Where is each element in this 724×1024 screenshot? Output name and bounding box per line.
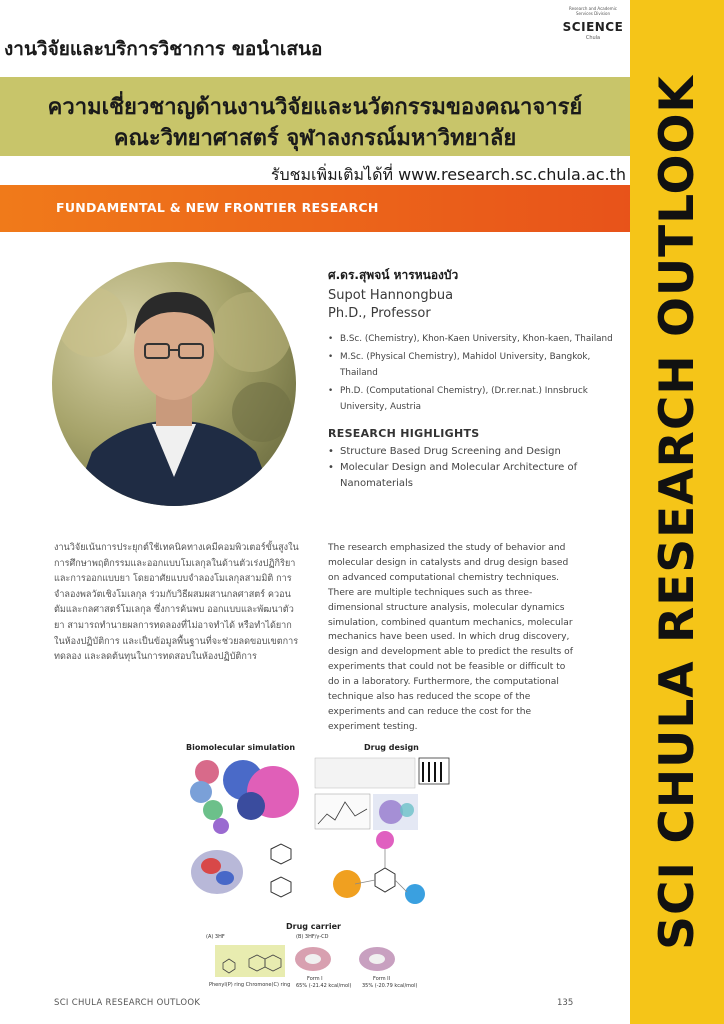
form2-value: 35% (-20.79 kcal/mol)	[362, 983, 418, 989]
website-line: รับชมเพิ่มเติมได้ที่ www.research.sc.chula.ac.th	[270, 165, 626, 184]
carrier-label-a: (A) 3HF	[206, 934, 225, 940]
section-band	[0, 185, 630, 232]
name-thai: ศ.ดร.สุพจน์ หารหนองบัว	[328, 268, 459, 282]
body-thai: งานวิจัยเน้นการประยุกต์ใช้เทคนิคทางเคมีคอมพิวเตอร์ขั้นสูงในการศึกษาพฤติกรรมและออกแบบโมเลกุลในด้านตัวเร่งปฏิกิริยาและการออกแบบยา โดยอาศัยแบบจำลองโมเลกุลสามมิติ การจำลองพลวัตเชิงโมเลกุล ร่วมกับวิธีผสมผสานกลศาสตร์ ควอนตัมและกลศาสตร์โมเลกุล ซึ่งการค้นพบ ออกแบบและพัฒนาตัวยา สามารถทำนายผลการทดลองที่ไม่อาจทำได้ หรือทำได้ยากในห้องปฏิบัติการ และเป็นข้อมูลพื้นฐานที่จะช่วยลดขอบเขตการทดลอง และลดต้นทุนในการทดสอบในห้องปฏิบัติการ	[54, 543, 299, 663]
figure-label-drug-carrier: Drug carrier	[286, 922, 341, 931]
logo-mark: SCIENCE	[562, 20, 624, 34]
body-english: The research emphasized the study of behavior and molecular design in catalysts and drug design based on advanced computational chemistry techniques. There are multiple techniques such as three-dimensional structure analysis, molecular dynamics simulation, combined quantum mechanics, molecular mechanics have been used. In which drug discovery, design and development able to predict the results of experiments that could not be feasible or difficult to do in a laboratory. Furthermore, the computational technique also has reduced the scope of the experiments and can reduce the cost for the experiment testing.	[328, 543, 573, 732]
highlight-item: • Molecular Design and Molecular Architecture of Nanomaterials	[328, 460, 628, 492]
ring-labels: Phenyl(P) ring Chromone(C) ring	[209, 982, 291, 988]
title-band	[0, 77, 630, 156]
portrait-photo	[52, 262, 296, 506]
highlights-heading: RESEARCH HIGHLIGHTS	[328, 427, 480, 440]
page-kicker: งานวิจัยและบริการวิชาการ ขอนำเสนอ	[4, 38, 323, 60]
figure-label-biomolecular: Biomolecular simulation	[186, 743, 296, 752]
education-item: • B.Sc. (Chemistry), Khon-Kaen University, Khon-kaen, Thailand	[328, 331, 628, 347]
highlights-list	[328, 444, 628, 492]
research-figure-illustrations	[185, 754, 455, 919]
form2-label: Form II	[373, 976, 391, 982]
carrier-label-b: (B) 3HF/γ-CD	[296, 934, 329, 940]
side-banner-text: SCI CHULA RESEARCH OUTLOOK	[649, 74, 705, 950]
section-band-label: FUNDAMENTAL & NEW FRONTIER RESEARCH	[56, 200, 379, 215]
drug-carrier-illustration	[205, 941, 420, 981]
footer-title: SCI CHULA RESEARCH OUTLOOK	[54, 998, 201, 1008]
education-item: • M.Sc. (Physical Chemistry), Mahidol University, Bangkok, Thailand	[328, 349, 628, 381]
page-title-line2: คณะวิทยาศาสตร์ จุฬาลงกรณ์มหาวิทยาลัย	[113, 126, 517, 151]
form1-value: 65% (-21.42 kcal/mol)	[296, 983, 352, 989]
page-number: 135	[557, 998, 574, 1008]
education-list	[328, 331, 628, 415]
logo-tagline: Research and Academic Services Division	[569, 6, 617, 16]
profile-info	[328, 266, 628, 492]
form1-label: Form I	[307, 976, 323, 982]
degree-title: Ph.D., Professor	[328, 306, 431, 321]
education-item: • Ph.D. (Computational Chemistry), (Dr.rer.nat.) Innsbruck University, Austria	[328, 383, 628, 415]
logo-sub: Chula	[585, 35, 601, 41]
name-english: Supot Hannongbua	[328, 288, 454, 303]
figure-label-drug-design: Drug design	[364, 743, 419, 752]
highlight-item: • Structure Based Drug Screening and Design	[328, 444, 628, 460]
science-logo	[560, 6, 626, 41]
side-banner	[630, 0, 724, 1024]
page-title-line1: ความเชี่ยวชาญด้านงานวิจัยและนวัตกรรมของคณาจารย์	[47, 95, 583, 120]
